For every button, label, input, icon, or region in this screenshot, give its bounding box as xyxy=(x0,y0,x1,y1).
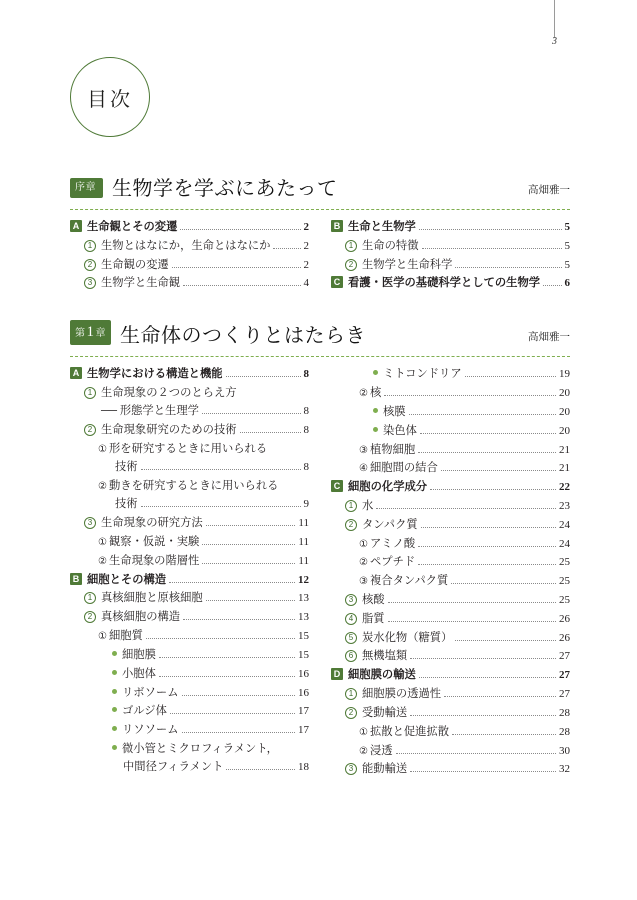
toc-entry[interactable] xyxy=(70,237,309,256)
toc-entry-page: 15 xyxy=(298,630,309,643)
item-number: ② xyxy=(359,388,368,400)
toc-entry-label: 生命と生物学 xyxy=(348,221,416,233)
toc-entry-label: 細胞間の結合 xyxy=(369,462,438,475)
toc-entry-label: 細胞とその構造 xyxy=(87,573,167,586)
toc-entry[interactable] xyxy=(331,610,570,629)
leader-dots xyxy=(240,432,301,433)
leader-dots xyxy=(441,470,556,471)
toc-entry-label: 看護・医学の基礎科学としての生物学 xyxy=(348,277,541,290)
bullet-icon xyxy=(373,370,378,375)
toc-entry-page: 15 xyxy=(298,648,309,661)
leader-dots xyxy=(183,285,300,286)
toc-entry[interactable] xyxy=(70,477,309,495)
toc-entry-page: 5 xyxy=(564,221,570,233)
leader-dots xyxy=(418,546,556,547)
leader-dots xyxy=(410,715,556,716)
toc-entry-page: 26 xyxy=(559,631,570,644)
chapter-block xyxy=(70,315,570,779)
subsection-number-badge: 2 xyxy=(345,259,357,271)
leader-dots xyxy=(172,267,301,268)
toc-entry[interactable] xyxy=(70,721,309,740)
toc-entry[interactable] xyxy=(331,218,570,237)
leader-dots xyxy=(421,527,556,528)
toc-entry-page: 16 xyxy=(298,667,309,680)
toc-entry-label: 生物学と生命科学 xyxy=(362,258,453,271)
toc-entry-page: 8 xyxy=(303,461,309,474)
subsection-number-badge: 2 xyxy=(345,707,357,719)
toc-entry-continuation[interactable] xyxy=(70,458,309,477)
toc-entry[interactable] xyxy=(331,497,570,516)
toc-entry-label: 水 xyxy=(362,499,374,512)
subsection-number-badge: 5 xyxy=(345,632,357,644)
divider xyxy=(70,356,570,357)
section-letter-badge: C xyxy=(331,480,343,492)
subsection-number-badge: 1 xyxy=(345,688,357,700)
subsection-number-badge: 1 xyxy=(84,592,96,604)
toc-entry-page: 27 xyxy=(559,650,570,663)
section-letter-badge: D xyxy=(331,668,343,680)
leader-dots xyxy=(202,413,301,414)
leader-dots xyxy=(183,619,295,620)
toc-entry-page: 28 xyxy=(559,725,570,738)
toc-entry[interactable] xyxy=(331,365,570,384)
toc-entry[interactable] xyxy=(70,421,309,440)
toc-entry[interactable] xyxy=(331,384,570,403)
toc-entry-continuation[interactable] xyxy=(70,758,309,777)
item-number: ② xyxy=(98,555,107,567)
subsection-number-badge: 4 xyxy=(345,613,357,625)
toc-entry[interactable] xyxy=(70,552,309,571)
column-left xyxy=(70,218,309,293)
subsection-number-badge: 3 xyxy=(84,277,96,289)
leader-dots xyxy=(376,508,556,509)
toc-entry-label: 生命現象の２つのとらえ方 xyxy=(101,387,237,400)
toc-entry-label: ミトコンドリア xyxy=(383,368,462,381)
toc-entry[interactable] xyxy=(70,571,309,590)
subsection-number-badge: 1 xyxy=(345,500,357,512)
section-letter-badge: B xyxy=(70,573,82,585)
toc-entry-label: 細胞膜 xyxy=(122,648,156,661)
toc-entry-label: ペプチド xyxy=(369,556,416,569)
toc-entry[interactable] xyxy=(70,533,309,552)
toc-entry-label: 動きを研究するときに用いられる xyxy=(108,480,279,493)
toc-entry[interactable] xyxy=(331,459,570,478)
chapter-author: 高畑雅一 xyxy=(528,185,570,196)
toc-entry-label: 微小管とミクロフィラメント， xyxy=(122,742,278,755)
subsection-number-badge: 6 xyxy=(345,650,357,662)
toc-entry-label: 技術 xyxy=(115,498,138,511)
toc-entry[interactable] xyxy=(70,274,309,293)
leader-dots xyxy=(455,267,561,268)
toc-entry-label: 複合タンパク質 xyxy=(369,575,449,588)
bullet-icon xyxy=(373,427,378,432)
toc-entry-label: 脂質 xyxy=(362,612,385,625)
toc-entry-page: 2 xyxy=(303,258,309,271)
chapter-title: 生命体のつくりとはたらき xyxy=(120,325,366,348)
toc-entry-label: 能動輸送 xyxy=(362,763,408,776)
leader-dots xyxy=(141,506,301,507)
toc-entry-page: 8 xyxy=(303,424,309,437)
page-number-rule xyxy=(554,0,555,38)
toc-entry-label: 真核細胞と原核細胞 xyxy=(101,592,203,605)
toc-entry-label: 生命観の変遷 xyxy=(101,258,169,271)
toc-entry-label: 受動輸送 xyxy=(362,706,408,719)
leader-dots xyxy=(388,602,556,603)
subsection-number-badge: 1 xyxy=(84,387,96,399)
chapter-badge xyxy=(70,320,111,345)
leader-dots xyxy=(465,376,556,377)
leader-dots xyxy=(141,469,301,470)
leader-dots xyxy=(159,676,295,677)
toc-entry-continuation[interactable] xyxy=(70,495,309,514)
chapter-badge-post: 章 xyxy=(95,328,106,340)
toc-entry-page: 22 xyxy=(559,481,570,494)
toc-entry-label: 無機塩類 xyxy=(362,650,408,663)
toc-entry-page: 9 xyxy=(303,498,309,511)
toc-entry[interactable] xyxy=(331,274,570,293)
toc-entry-page: 27 xyxy=(559,688,570,701)
toc-entry-page: 26 xyxy=(559,612,570,625)
section-letter-badge: A xyxy=(70,367,82,379)
toc-entry-page: 8 xyxy=(303,368,309,381)
toc-entry-page: 11 xyxy=(298,554,309,567)
leader-dots xyxy=(419,229,562,230)
toc-entry[interactable] xyxy=(331,256,570,275)
toc-entry-label: アミノ酸 xyxy=(369,537,416,550)
leader-dots xyxy=(159,657,295,658)
toc-entry-page: 30 xyxy=(559,744,570,757)
leader-dots xyxy=(410,658,556,659)
chapter-author: 高畑雅一 xyxy=(528,332,570,344)
toc-entry-label: タンパク質 xyxy=(362,518,418,531)
subsection-number-badge: 3 xyxy=(345,594,357,606)
toc-entry[interactable] xyxy=(70,665,309,684)
chapter-badge-number: 1 xyxy=(86,324,95,341)
toc-entry-label: 核膜 xyxy=(383,405,406,418)
toc-entry-label: 真核細胞の構造 xyxy=(101,611,181,624)
leader-dots xyxy=(409,414,556,415)
item-number: ① xyxy=(98,537,107,549)
toc-title-circle xyxy=(70,57,150,137)
toc-entry-page: 11 xyxy=(298,517,309,530)
page-number: 3 xyxy=(552,36,557,47)
toc-entry[interactable] xyxy=(70,256,309,275)
toc-entry[interactable] xyxy=(331,629,570,648)
item-number: ① xyxy=(359,726,368,738)
leader-dots xyxy=(388,621,556,622)
toc-entry-page: 24 xyxy=(559,518,570,531)
toc-entry-label: リボソーム xyxy=(122,686,179,699)
section-letter-badge: A xyxy=(70,220,82,232)
toc-entry-label: 観察・仮説・実験 xyxy=(108,536,200,549)
leader-dots xyxy=(451,583,556,584)
subsection-number-badge: 2 xyxy=(345,519,357,531)
toc-entry-page: 21 xyxy=(559,443,570,456)
bullet-icon xyxy=(112,651,117,656)
toc-entry[interactable] xyxy=(331,591,570,610)
toc-entry-page: 20 xyxy=(559,387,570,400)
toc-entry-label: 生命現象の階層性 xyxy=(108,554,200,567)
section-letter-badge: B xyxy=(331,220,343,232)
toc-entry-label: 技術 xyxy=(115,461,138,474)
leader-dots xyxy=(384,395,556,396)
toc-entry-page: 18 xyxy=(298,761,309,774)
toc-entry-page: 25 xyxy=(559,575,570,588)
toc-entry-page: 23 xyxy=(559,499,570,512)
toc-entry-page: 25 xyxy=(559,556,570,569)
toc-entry[interactable] xyxy=(70,589,309,608)
toc-entry[interactable] xyxy=(331,553,570,572)
section-letter-badge: C xyxy=(331,276,343,288)
leader-dots xyxy=(422,248,562,249)
toc-entry-label: 浸透 xyxy=(369,744,393,757)
toc-entry[interactable] xyxy=(331,572,570,591)
toc-entry[interactable] xyxy=(331,723,570,742)
toc-entry-label: 中間径フィラメント xyxy=(123,761,224,774)
item-number: ③ xyxy=(359,444,368,456)
toc-entry-label: 核酸 xyxy=(362,594,385,606)
leader-dots xyxy=(543,285,561,286)
toc-entry[interactable] xyxy=(70,702,309,721)
chapter-title: 生物学を学ぶにあたって xyxy=(112,178,338,200)
toc-entry-page: 4 xyxy=(303,277,309,290)
toc-entry-page: 2 xyxy=(303,239,309,252)
toc-entry-page: 24 xyxy=(559,537,570,550)
subsection-number-badge: 3 xyxy=(84,517,96,529)
toc-entry[interactable] xyxy=(331,422,570,441)
toc-entry-label: 生命観とその変遷 xyxy=(87,221,178,233)
toc-entry-label: 細胞膜の輸送 xyxy=(348,669,416,682)
toc-entry[interactable] xyxy=(331,742,570,761)
chapter-badge-pre: 第 xyxy=(75,328,86,340)
subsection-number-badge: 2 xyxy=(84,259,96,271)
column-right xyxy=(331,365,570,779)
toc-entry[interactable] xyxy=(331,441,570,460)
toc-entry-label: 細胞質 xyxy=(108,630,143,643)
leader-dots xyxy=(226,769,295,770)
item-number: ① xyxy=(98,443,107,455)
toc-entry-page: 32 xyxy=(559,763,570,776)
toc-entry[interactable] xyxy=(70,684,309,703)
leader-dots xyxy=(182,695,296,696)
toc-entry-page: 5 xyxy=(564,258,570,271)
toc-entry-label: 生物学における構造と機能 xyxy=(87,368,223,381)
toc-entry[interactable] xyxy=(70,646,309,665)
toc-entry-page: 20 xyxy=(559,405,570,418)
toc-entry-continuation[interactable] xyxy=(70,402,309,421)
toc-entry[interactable] xyxy=(331,403,570,422)
leader-dots xyxy=(182,732,296,733)
leader-dots xyxy=(410,771,556,772)
toc-entry[interactable] xyxy=(331,647,570,666)
toc-entry-label: 核 xyxy=(369,387,382,400)
subsection-number-badge: 2 xyxy=(84,611,96,623)
leader-dots xyxy=(444,696,556,697)
leader-dots xyxy=(418,452,556,453)
item-number: ② xyxy=(359,745,368,757)
toc-entry-page: 28 xyxy=(559,706,570,719)
chapter-header xyxy=(70,168,570,202)
bullet-icon xyxy=(112,707,117,712)
toc-entry-page: 17 xyxy=(298,724,309,737)
bullet-icon xyxy=(112,689,117,694)
toc-entry-label: 生命現象の研究方法 xyxy=(101,517,203,530)
toc-entry[interactable] xyxy=(70,627,309,646)
bullet-icon xyxy=(373,408,378,413)
leader-dots xyxy=(420,433,556,434)
leader-dots xyxy=(419,677,556,678)
leader-dots xyxy=(452,734,556,735)
bullet-icon xyxy=(112,726,117,731)
toc-entry[interactable] xyxy=(70,365,309,384)
toc-entry[interactable] xyxy=(70,218,309,237)
toc-entry-page: 20 xyxy=(559,424,570,437)
item-number: ② xyxy=(98,481,107,493)
leader-dots xyxy=(202,544,295,545)
item-number: ① xyxy=(359,538,368,550)
toc-entry-page: 6 xyxy=(564,277,570,290)
toc-entry[interactable] xyxy=(70,608,309,627)
chapter-columns xyxy=(70,365,570,779)
page-title: 目次 xyxy=(87,88,133,111)
toc-entry-label: 細胞の化学成分 xyxy=(348,481,428,494)
toc-content xyxy=(70,168,570,783)
chapter-badge xyxy=(70,178,103,198)
item-number: ④ xyxy=(359,463,368,475)
toc-entry-page: 12 xyxy=(298,573,309,586)
item-number: ③ xyxy=(359,576,368,588)
toc-entry-label: リソソーム xyxy=(122,724,179,737)
leader-dots xyxy=(418,564,556,565)
subsection-number-badge: 1 xyxy=(84,240,96,252)
toc-entry-label: 小胞体 xyxy=(122,667,156,680)
toc-entry-page: 27 xyxy=(559,669,570,682)
leader-dots xyxy=(202,563,295,564)
leader-dots xyxy=(430,489,556,490)
toc-entry-page: 11 xyxy=(298,536,309,549)
column-right xyxy=(331,218,570,293)
subsection-number-badge: 2 xyxy=(84,424,96,436)
chapter-header xyxy=(70,315,570,349)
toc-entry[interactable] xyxy=(70,384,309,402)
chapter-columns xyxy=(70,218,570,293)
subsection-number-badge: 3 xyxy=(345,763,357,775)
toc-entry-label: 植物細胞 xyxy=(369,443,416,456)
leader-dots xyxy=(206,525,296,526)
toc-entry[interactable] xyxy=(70,514,309,533)
leader-dots xyxy=(206,600,295,601)
toc-entry[interactable] xyxy=(331,666,570,685)
divider xyxy=(70,209,570,210)
toc-entry-page: 17 xyxy=(298,705,309,718)
toc-entry[interactable] xyxy=(70,440,309,458)
toc-entry[interactable] xyxy=(331,685,570,704)
toc-entry-page: 13 xyxy=(298,611,309,624)
toc-entry[interactable] xyxy=(331,478,570,497)
bullet-icon xyxy=(112,670,117,675)
toc-entry-label: 生命現象研究のための技術 xyxy=(101,424,237,437)
leader-dots xyxy=(273,248,300,249)
toc-entry[interactable] xyxy=(331,704,570,723)
toc-entry-page: 16 xyxy=(298,686,309,699)
toc-entry-label: 炭水化物（糖質） xyxy=(362,631,453,644)
toc-entry-page: 13 xyxy=(298,592,309,605)
toc-entry[interactable] xyxy=(331,237,570,256)
toc-entry-label: 形を研究するときに用いられる xyxy=(108,442,268,455)
leader-dots xyxy=(170,713,295,714)
leader-dots xyxy=(146,638,295,639)
leader-dots xyxy=(180,229,300,230)
leader-dots xyxy=(455,640,556,641)
toc-entry-label: ── 形態学と生理学 xyxy=(101,405,199,418)
toc-entry[interactable] xyxy=(331,516,570,535)
toc-entry-label: 染色体 xyxy=(383,424,417,437)
toc-entry-page: 5 xyxy=(564,239,570,252)
leader-dots xyxy=(169,582,295,583)
toc-entry-page: 21 xyxy=(559,462,570,475)
item-number: ② xyxy=(359,557,368,569)
toc-entry-label: 生物学と生命観 xyxy=(101,277,181,290)
item-number: ① xyxy=(98,631,107,643)
column-left xyxy=(70,365,309,779)
toc-entry-page: 8 xyxy=(303,405,309,418)
toc-entry[interactable] xyxy=(70,740,309,758)
toc-entry-page: 2 xyxy=(303,221,309,233)
chapter-badge-pre: 序章 xyxy=(75,182,96,193)
chapter-block xyxy=(70,168,570,293)
leader-dots xyxy=(396,753,556,754)
toc-entry-label: 細胞膜の透過性 xyxy=(362,688,442,701)
subsection-number-badge: 1 xyxy=(345,240,357,252)
toc-entry-label: 拡散と促進拡散 xyxy=(369,725,450,738)
toc-entry-page: 25 xyxy=(559,594,570,606)
toc-entry-label: 生命の特徴 xyxy=(362,239,419,252)
toc-entry-label: 生物とはなにか，生命とはなにか xyxy=(101,239,271,252)
bullet-icon xyxy=(112,745,117,750)
leader-dots xyxy=(226,376,301,377)
toc-entry-page: 19 xyxy=(559,368,570,381)
toc-entry[interactable] xyxy=(331,760,570,779)
toc-entry[interactable] xyxy=(331,535,570,554)
toc-entry-label: ゴルジ体 xyxy=(122,705,167,718)
